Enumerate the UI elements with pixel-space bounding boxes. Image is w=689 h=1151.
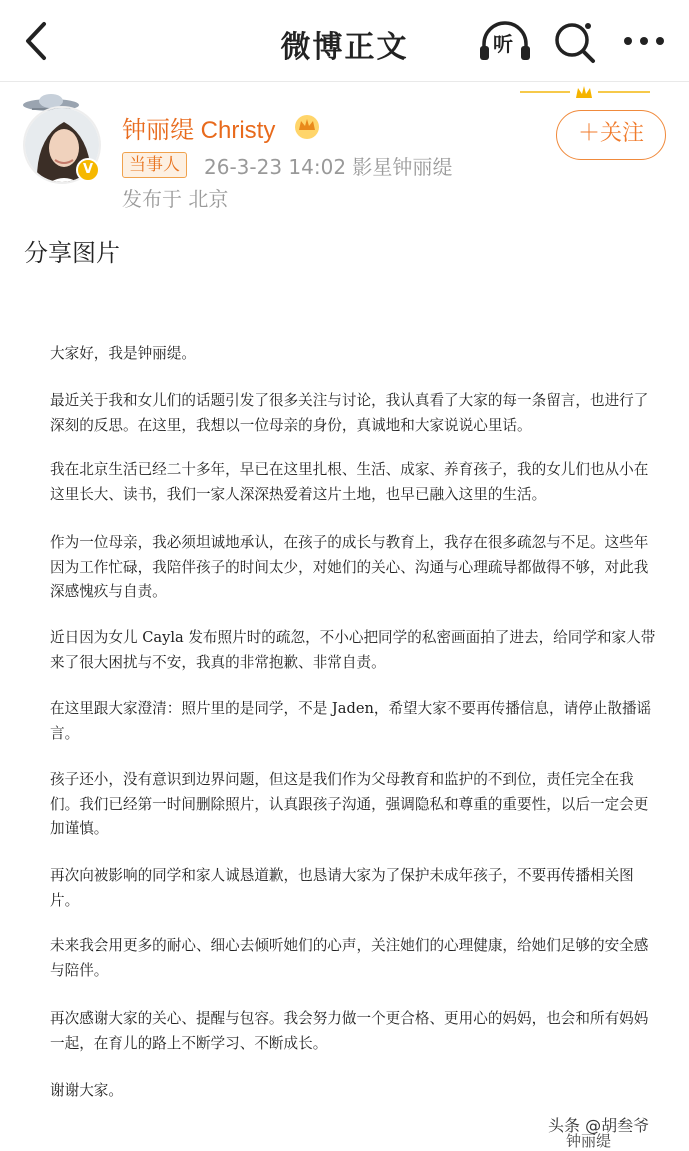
status-badge: 当事人 bbox=[122, 152, 187, 178]
post-meta: 26-3-23 14:02 影星钟丽缇 bbox=[204, 155, 453, 179]
letter-paragraph: 孩子还小，没有意识到边界问题，但这是我们作为父母教育和监护的不到位，责任完全在我们。我们已经第一时间删除照片，认真跟孩子沟通，强调隐私和尊重的重要性，以后一定会更加谨慎。 bbox=[50, 771, 649, 837]
letter-paragraph: 再次感谢大家的关心、提醒与包容。我会努力做一个更合格、更用心的妈妈，也会和所有妈妈一起，在育儿的路上不断学习、不断成长。 bbox=[50, 1010, 649, 1052]
letter-paragraph: 我在北京生活已经二十多年，早已在这里扎根、生活、成家、养育孩子，我的女儿们也从小在这里长大、读书，我们一家人深深热爱着这片土地，也早已融入这里的生活。 bbox=[50, 461, 649, 503]
letter-paragraph: 未来我会用更多的耐心、细心去倾听她们的心声，关注她们的心理健康，给她们足够的安全感与陪伴。 bbox=[50, 937, 649, 979]
search-icon[interactable] bbox=[550, 16, 600, 68]
crown-badge-icon bbox=[292, 112, 322, 140]
verified-badge: V bbox=[76, 158, 100, 182]
listen-button[interactable] bbox=[476, 16, 534, 68]
post-location: 发布于 北京 bbox=[122, 187, 229, 211]
listen-label: 听 bbox=[493, 32, 513, 56]
shared-image-letter[interactable] bbox=[22, 290, 676, 1151]
letter-paragraph: 在这里跟大家澄清：照片里的是同学，不是 Jaden，希望大家不要再传播信息，请停止散播谣言。 bbox=[50, 700, 652, 742]
author-name[interactable]: 钟丽缇 Christy bbox=[122, 117, 276, 144]
follow-sparkle-icon bbox=[520, 78, 660, 108]
follow-button[interactable]: ＋关注 bbox=[556, 110, 666, 160]
letter-paragraph: 谢谢大家。 bbox=[50, 1082, 123, 1099]
letter-paragraph: 近日因为女儿 Cayla 发布照片时的疏忽，不小心把同学的私密画面拍了进去，给同学和家人带来了很大困扰与不安，我真的非常抱歉、非常自责。 bbox=[50, 629, 656, 671]
watermark: 头条 @胡叁爷 bbox=[548, 1116, 650, 1135]
post-text: 分享图片 bbox=[24, 239, 120, 267]
top-nav-bar bbox=[0, 0, 689, 82]
letter-paragraph: 再次向被影响的同学和家人诚恳道歉，也恳请大家为了保护未成年孩子，不要再传播相关图片。 bbox=[50, 867, 634, 909]
letter-signature: 钟丽缇 bbox=[566, 1132, 612, 1150]
letter-paragraph: 大家好，我是钟丽缇。 bbox=[50, 345, 196, 362]
letter-paragraph: 最近关于我和女儿们的话题引发了很多关注与讨论，我认真看了大家的每一条留言，也进行了深刻的反思。在这里，我想以一位母亲的身份，真诚地和大家说说心里话。 bbox=[50, 392, 649, 434]
page-title: 微博正文 bbox=[280, 30, 409, 65]
letter-paragraph: 作为一位母亲，我必须坦诚地承认，在孩子的成长与教育上，我存在很多疏忽与不足。这些年因为工作忙碌，我陪伴孩子的时间太少，对她们的关心、沟通与心理疏导都做得不够，对此我深感愧疚与自责。 bbox=[50, 534, 649, 600]
more-dots-icon[interactable] bbox=[620, 26, 670, 56]
